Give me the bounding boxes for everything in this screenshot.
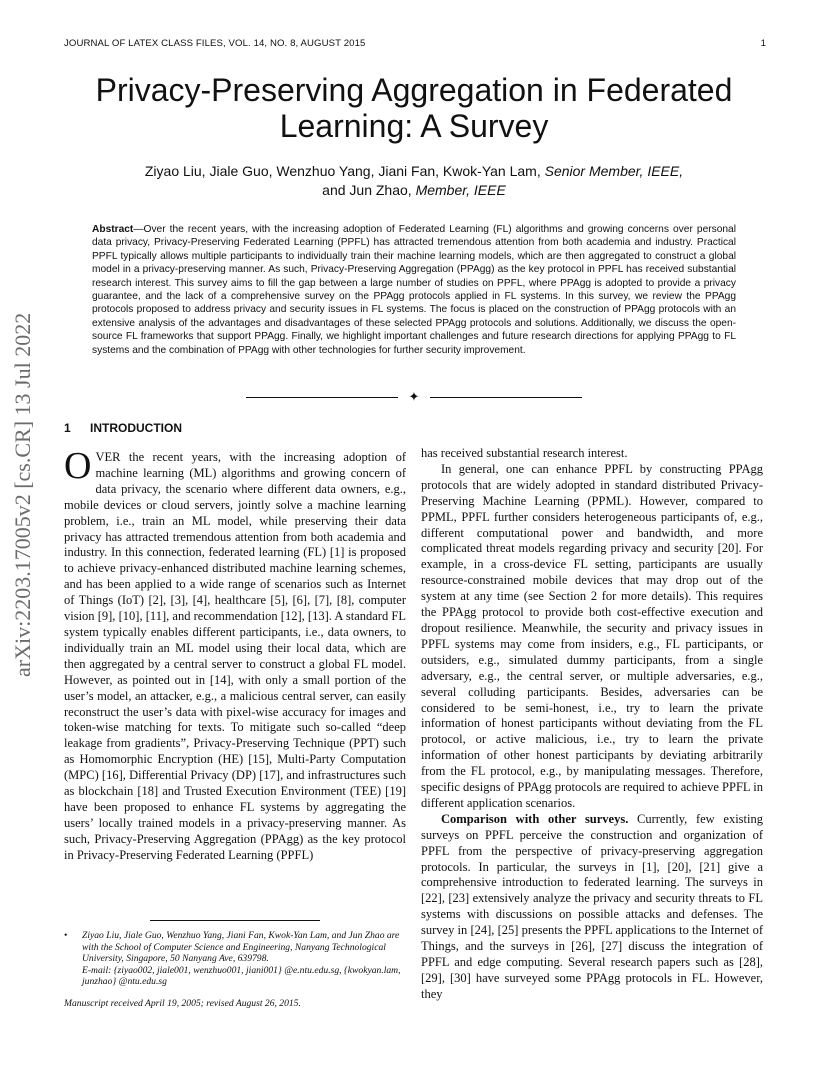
left-column xyxy=(64,445,406,864)
running-header xyxy=(64,38,766,49)
footnote-rule xyxy=(150,920,320,921)
section-number: 1 xyxy=(64,421,71,435)
paragraph-text: the recent years, with the increasing adoption of machine learning (ML) algorithms and growing concern of data privacy, the scenario where different data owners, e.g., mobile devices or cloud servers, jointly solve a machine learning problem, i.e., train an ML model, while preserving their data privacy has attracted tremendous attention from both academia and industry. In this connection, federated learning (FL) [1] is proposed to achieve privacy-enhanced distributed machine learning schemes, and has been applied to a wide range of scenarios such as Internet of Things (IoT) [2], [3], [4], healthcare [5], [6], [7], [8], computer vision [9], [10], [11], and recommendation [12], [13]. A standard FL system typically enables different participants, i.e., data owners, to individually train an ML model using their local data, which are then aggregated by a central server to construct a global FL model. However, as pointed out in [14], with only a small portion of the user’s model, an attacker, e.g., a malicious central server, can easily reconstruct the user’s data with pixel-wise accuracy for images and token-wise matching for texts. To mitigate such so-called “deep leakage from gradients”, Privacy-Preserving Technique (PPT) such as Homomorphic Encryption (HE) [15], Multi-Party Computation (MPC) [16], Differential Privacy (DP) [17], and infrastructures such as blockchain [18] and Trusted Execution Environment (TEE) [19] have been proposed to enhance FL systems by aggregating the users’ locally trained models in a privacy-preserving manner. As such, Privacy-Preserving Aggregation (PPAgg) as the key protocol in Privacy-Preserving Federated Learning (PPFL) xyxy=(64,450,406,862)
journal-name: JOURNAL OF LATEX CLASS FILES, VOL. 14, NO. 8, AUGUST 2015 xyxy=(64,38,366,49)
paragraph-text: Currently, few existing surveys on PPFL perceive the construction and organization of PPFL from the perspective of privacy-preserving aggregation protocols. In particular, the surveys in [1], [20], [21] give a comprehensive introduction to federated learning. The surveys in [22], [23] extensively analyze the privacy and security threats to FL systems with discussions on possible attacks and defenses. The survey in [24], [25] presents the PPFL applications to the Internet of Things, and the surveys in [26], [27] discuss the integration of PPFL and edge computing. Several research papers such as [28], [29], [30] have surveyed some PPAgg protocols in FL. However, they xyxy=(421,811,763,1001)
arxiv-identifier[interactable]: arXiv:2203.17005v2 [cs.CR] 13 Jul 2022 xyxy=(10,312,35,678)
authors-line-1: Ziyao Liu, Jiale Guo, Wenzhuo Yang, Jiani Fan, Kwok-Yan Lam, xyxy=(144,163,541,179)
section-heading xyxy=(64,421,182,435)
lead-word: VER xyxy=(95,450,121,464)
abstract-text: —Over the recent years, with the increasing adoption of Federated Learning (FL) algorithms and growing concerns over personal data privacy, Privacy-Preserving Federated Learning (PPFL) has attracted tremendous attention from both academia and industry. Practical PPFL typically allows multiple participants to individually train their machine learning models, which are then aggregated to construct a global model in a privacy-preserving manner. As such, Privacy-Preserving Aggregation (PPAgg) as the key protocol in PPFL has received substantial research interest. This survey aims to fill the gap between a large number of studies on PPFL, where PPAgg is adopted to provide a privacy guarantee, and the lack of a comprehensive survey on the PPAgg protocols applied in FL systems. In this survey, we review the PPAgg protocols proposed to address privacy and security issues in FL systems. The focus is placed on the construction of PPAgg protocols with an extensive analysis of the advantages and disadvantages of these selected PPAgg protocols and solutions. Additionally, we discuss the open-source FL frameworks that support PPAgg. Finally, we highlight important challenges and future research directions for applying PPAgg to FL systems and the combination of PPAgg with other technologies for further security improvement. xyxy=(92,224,736,356)
abstract xyxy=(92,223,736,357)
paragraph-lead-label: Comparison with other surveys. xyxy=(441,811,629,826)
manuscript-note: Manuscript received April 19, 2005; revised August 26, 2015. xyxy=(64,998,301,1009)
page-number: 1 xyxy=(760,38,766,49)
divider-rule-right xyxy=(430,397,582,398)
intro-paragraph-1 xyxy=(64,445,406,864)
intro-paragraph-3 xyxy=(421,812,763,1003)
right-column xyxy=(421,446,763,1003)
divider-rule-left xyxy=(246,397,398,398)
drop-cap: O xyxy=(64,445,92,487)
paper-title: Privacy-Preserving Aggregation in Federated Learning: A Survey xyxy=(95,72,733,144)
author-role-2: Member, IEEE xyxy=(415,182,506,198)
authors-line-2: and Jun Zhao, xyxy=(322,182,412,198)
author-list xyxy=(60,162,768,200)
intro-paragraph-1-continued: has received substantial research interest. xyxy=(421,446,628,460)
abstract-label: Abstract xyxy=(92,224,134,235)
intro-paragraph-2: In general, one can enhance PPFL by constructing PPAgg protocols that are widely adopted in standard distributed Privacy-Preserving Machine Learning (PPML). However, compared to PPML, PPFL further considers heterogeneous participants of, e.g., different computational power and bandwidth, and more complicated threat models regarding privacy and security [20]. For example, in a cross-device FL setting, participants are usually resource-constrained mobile devices that may drop out of the system at any time (see Section 2 for more details). This requires the PPAgg protocol to provide both cost-effective execution and dropout resilience. Meanwhile, the security and privacy issues in PPFL systems may come from insiders, e.g., FL participants, or outsiders, e.g., simulated dummy participants, from a single adversary, e.g., the central server, or multiple adversaries, e.g., several colluding participants. Besides, adversaries can be considered to be semi-honest, i.e., try to learn the private information of honest participants without deviating from the FL protocol, or active malicious, i.e., try to learn the private information of other honest participants by deviating arbitrarily from the FL protocol, e.g., by manipulating messages. Therefore, specific designs of PPAgg protocols are required to achieve PPFL in different application scenarios. xyxy=(421,461,763,810)
footnote-email: E-mail: {ziyao002, jiale001, wenzhuo001, jiani001} @e.ntu.edu.sg, {kwokyan.lam, junzhao} @ntu.edu.sg xyxy=(82,964,401,988)
section-title: INTRODUCTION xyxy=(90,421,182,435)
bullet-icon: • xyxy=(64,930,68,941)
footnote-text: Ziyao Liu, Jiale Guo, Wenzhuo Yang, Jiani Fan, Kwok-Yan Lam, and Jun Zhao are with the School of Computer Science and Engineering, Nanyang Technological University, Singapore, 50 Nanyang Ave, 639798. xyxy=(82,930,400,965)
divider-ornament-icon: ✦ xyxy=(408,389,420,404)
affiliation-footnote xyxy=(64,930,406,988)
author-role-1: Senior Member, IEEE, xyxy=(544,163,684,179)
